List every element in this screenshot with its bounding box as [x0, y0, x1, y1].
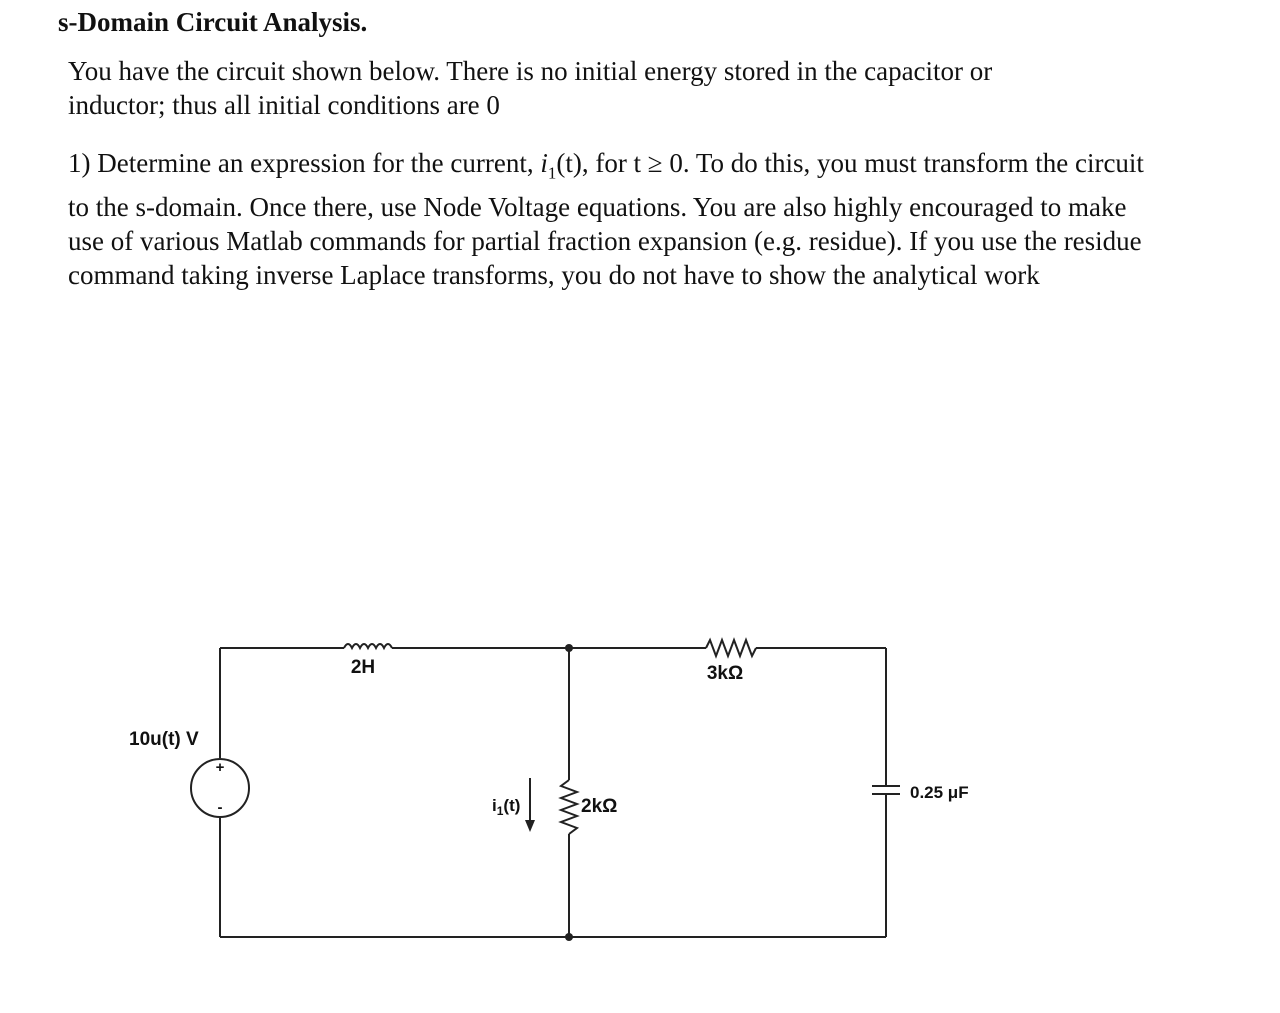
- resistor-2k-label: 2kΩ: [581, 796, 618, 817]
- junction-dot-top: [565, 644, 573, 652]
- resistor-3k-symbol: [706, 640, 756, 656]
- question-line-1-start: 1) Determine an expression for the current,: [68, 148, 541, 178]
- current-variable-subscript: 1: [547, 163, 557, 183]
- source-label: 10u(t) V: [129, 729, 199, 750]
- current-label-tail: (t): [503, 796, 521, 815]
- intro-paragraph: [68, 54, 1258, 122]
- intro-line-1: You have the circuit shown below. There is no initial energy stored in the capacitor or: [68, 56, 993, 86]
- circuit-diagram: [0, 600, 1280, 1013]
- junction-dot-bottom: [565, 933, 573, 941]
- current-arrow-head: [525, 820, 535, 832]
- current-label-main: i: [492, 796, 497, 815]
- resistor-3k-label: 3kΩ: [706, 663, 744, 684]
- capacitor-label: 0.25 μF: [910, 783, 969, 802]
- question-line-2: to the s-domain. Once there, use Node Voltage equations. You are also highly encouraged to make: [68, 192, 1127, 223]
- resistor-2k-symbol: [561, 780, 577, 834]
- current-variable: i: [540, 148, 548, 178]
- current-label-subscript: 1: [496, 804, 504, 818]
- question-line-3: use of various Matlab commands for partial fraction expansion (e.g. residue). If you use the residue: [68, 226, 1142, 257]
- question-line-1: [68, 146, 1258, 190]
- question-line-4: command taking inverse Laplace transforms, you do not have to show the analytical work: [68, 260, 1040, 291]
- current-label: [492, 796, 520, 818]
- inductor-label: 2H: [350, 657, 376, 678]
- question-line-1-end: (t), for t ≥ 0. To do this, you must transform the circuit: [556, 148, 1144, 178]
- source-minus-sign: -: [217, 799, 223, 816]
- source-plus-sign: +: [215, 759, 225, 776]
- circuit-wires: [191, 640, 900, 937]
- intro-line-2: inductor; thus all initial conditions are 0: [68, 90, 500, 120]
- inductor-symbol: [344, 644, 392, 648]
- page-title: s-Domain Circuit Analysis.: [58, 7, 368, 37]
- question-paragraph: [68, 146, 1258, 292]
